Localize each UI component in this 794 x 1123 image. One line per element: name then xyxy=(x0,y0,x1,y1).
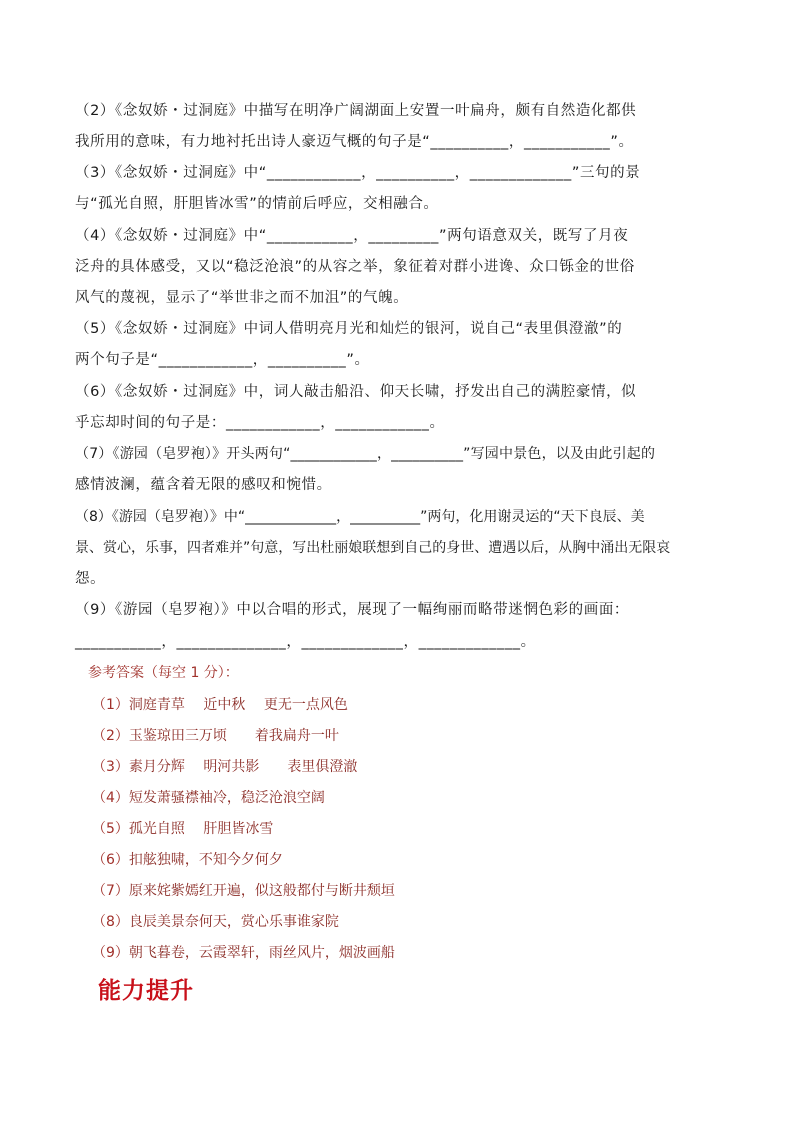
answer-text: 良辰美景奈何天，赏心乐事谁家院 xyxy=(128,914,339,930)
answer-number: （4） xyxy=(92,790,129,806)
answer-number: （6） xyxy=(92,852,129,868)
answers-title: 参考答案（每空 1 分）： xyxy=(88,665,239,681)
answer-item xyxy=(92,878,395,904)
question-2-line-2: 我所用的意味，有力地衬托出诗人豪迈气概的句子是“__________，___________”。 xyxy=(75,134,634,150)
answer-number: （3） xyxy=(92,759,129,775)
answer-text: 洞庭青草 近中秋 更无一点风色 xyxy=(128,697,348,713)
question-3-line-2: 与“孤光自照，肝胆皆冰雪”的情前后呼应，交相融合。 xyxy=(75,196,439,212)
answer-item xyxy=(92,754,357,780)
question-8-line-3: 怨。 xyxy=(75,571,106,587)
section-title: 能力提升 xyxy=(98,978,194,1004)
question-4-line-3: 风气的蔑视，显示了“举世非之而不加沮”的气魄。 xyxy=(75,290,409,306)
question-7-line-1: （7）《游园（皂罗袍）》开头两句“____________，__________”写园中景色，以及由此引起的 xyxy=(75,446,656,462)
question-5-line-1: （5）《念奴娇・过洞庭》中词人借明亮月光和灿烂的银河，说自己“表里俱澄澈”的 xyxy=(75,321,623,337)
question-6-line-1: （6）《念奴娇・过洞庭》中，词人敲击船沿、仰天长啸，抒发出自己的满腔豪情，似 xyxy=(75,384,637,400)
answer-number: （1） xyxy=(92,697,129,713)
question-6-line-2: 乎忘却时间的句子是：____________，____________。 xyxy=(75,415,445,431)
answer-number: （5） xyxy=(92,821,129,837)
answer-item xyxy=(92,723,339,749)
answer-text: 素月分辉 明河共影 表里俱澄澈 xyxy=(128,759,358,775)
answer-item xyxy=(92,692,348,718)
answer-number: （8） xyxy=(92,914,129,930)
question-4-line-1: （4）《念奴娇・过洞庭》中“___________，_________”两句语意双关，既写了月夜 xyxy=(75,228,629,244)
answer-text: 朝飞暮卷，云霞翠轩，雨丝风片，烟波画船 xyxy=(128,945,395,961)
answer-text: 短发萧骚襟袖冷，稳泛沧浪空阔 xyxy=(128,790,325,806)
answer-number: （7） xyxy=(92,883,129,899)
question-7-line-2: 感情波澜，蕴含着无限的感叹和惋惜。 xyxy=(75,477,332,493)
answer-item xyxy=(92,909,339,935)
question-4-line-2: 泛舟的具体感受，又以“稳泛沧浪”的从容之举，象征着对群小进谗、众口铄金的世俗 xyxy=(75,259,635,275)
question-5-line-2: 两个句子是“____________，__________”。 xyxy=(75,352,370,368)
question-3-line-1: （3）《念奴娇・过洞庭》中“____________，__________，_____________”三句的景 xyxy=(75,165,641,181)
answer-item xyxy=(92,816,273,842)
answer-text: 玉鉴琼田三万顷 着我扁舟一叶 xyxy=(128,728,339,744)
question-8-line-2: 景、赏心，乐事，四者难并”句意，写出杜丽娘联想到自己的身世、遭遇以后，从胸中涌出无限哀 xyxy=(75,540,671,556)
question-2-line-1: （2）《念奴娇・过洞庭》中描写在明净广阔湖面上安置一叶扁舟，颇有自然造化都供 xyxy=(75,103,637,119)
question-9-line-2: ___________，______________，_____________，_____________。 xyxy=(75,634,536,650)
answer-item xyxy=(92,785,325,811)
answer-text: 孤光自照 肝胆皆冰雪 xyxy=(128,821,274,837)
answer-number: （9） xyxy=(92,945,129,961)
answer-item xyxy=(92,940,395,966)
answer-number: （2） xyxy=(92,728,129,744)
question-9-line-1: （9）《游园（皂罗袍）》中以合唱的形式，展现了一幅绚丽而略带迷惘色彩的画面： xyxy=(75,602,630,618)
question-8-line-1: （8）《游园（皂罗袍）》中“_____________，__________”两句，化用谢灵运的“天下良辰、美 xyxy=(75,509,645,525)
answer-text: 扣舷独啸，不知今夕何夕 xyxy=(128,852,283,868)
answer-item xyxy=(92,847,283,873)
answer-text: 原来姹紫嫣红开遍，似这般都付与断井颓垣 xyxy=(128,883,395,899)
